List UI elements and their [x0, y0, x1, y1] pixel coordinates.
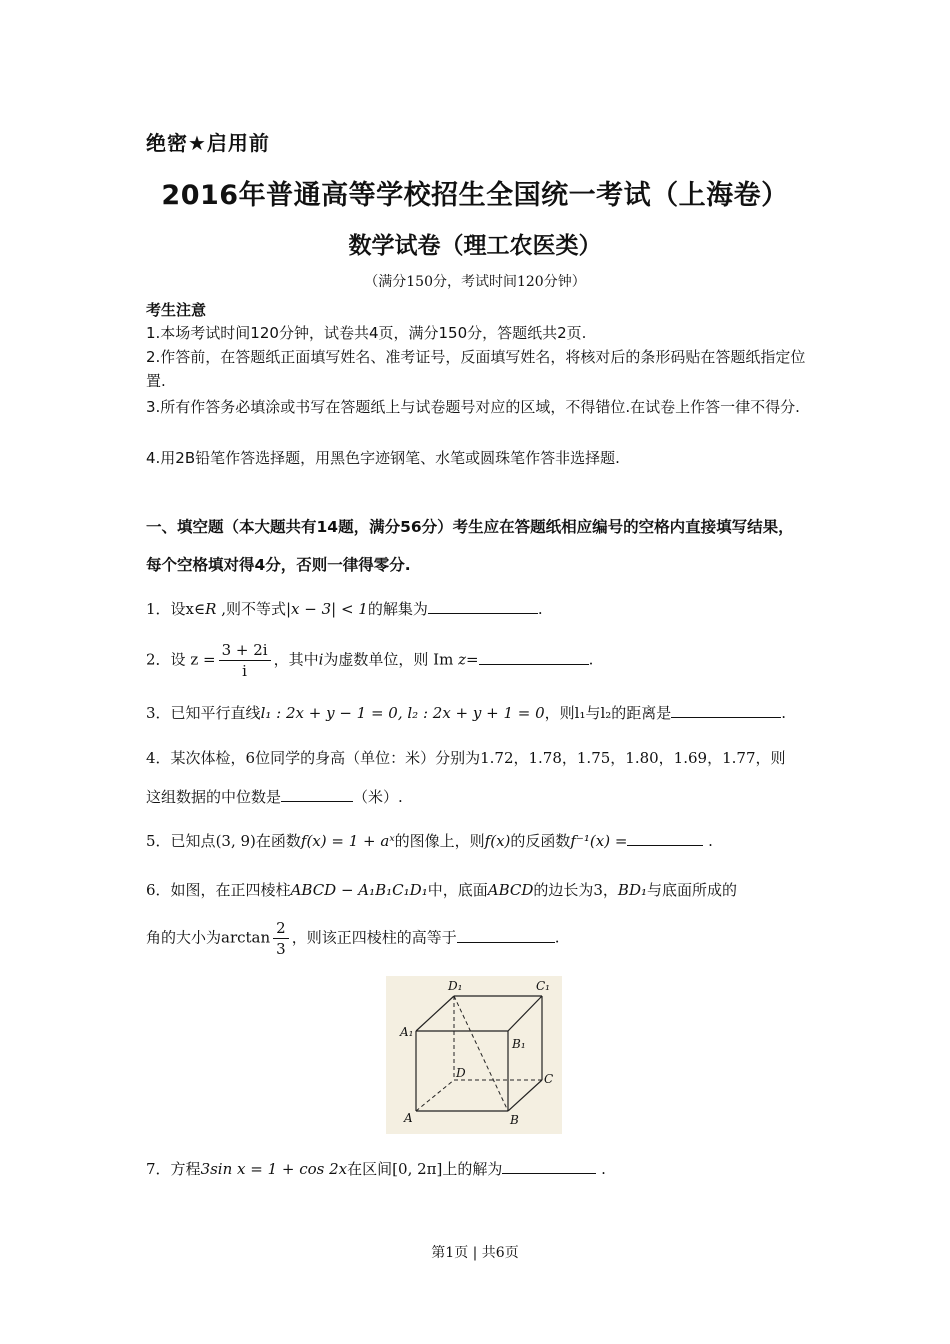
exam-title: 2016年普通高等学校招生全国统一考试（上海卷） [161, 180, 789, 211]
notice-item: 2.作答前，在答题纸正面填写姓名、准考证号，反面填写姓名，将核对后的条形码贴在答题纸指定位置. [146, 348, 806, 390]
vertex-label: B [510, 1113, 519, 1127]
vertex-label: D₁ [448, 979, 463, 993]
fraction: $\frac{3 + 2i}{i}$ [219, 640, 271, 681]
vertex-label: C₁ [536, 979, 550, 993]
vertex-label: A [404, 1111, 413, 1125]
exam-subtitle: 数学试卷（理工农医类） [348, 233, 602, 259]
vertex-label: A₁ [400, 1025, 414, 1039]
fraction: $\frac{2}{3}$ [273, 918, 289, 959]
exam-meta: （满分150分，考试时间120分钟） [364, 274, 586, 290]
edge [508, 1080, 542, 1111]
question-7: 7．方程3sin x = 1 + cos 2x在区间[0, 2π]上的解为 . [146, 1160, 606, 1178]
edge [416, 996, 454, 1031]
notice-item: 3.所有作答务必填涂或书写在答题纸上与试卷题号对应的区域，不得错位.在试卷上作答一律不得分. [146, 398, 800, 416]
question-3: 3．已知平行直线l₁ : 2x + y − 1 = 0, l₂ : 2x + y + 1 = 0，则l₁与l₂的距离是 . [146, 704, 787, 722]
answer-blank[interactable] [457, 928, 555, 943]
secret-label: 绝密★启用前 [146, 131, 270, 155]
answer-blank[interactable] [502, 1159, 596, 1174]
vertex-label: C [544, 1072, 554, 1086]
notice-item: 1.本场考试时间120分钟，试卷共4页，满分150分，答题纸共2页. [146, 324, 587, 342]
edge [508, 996, 542, 1031]
answer-blank[interactable] [627, 831, 703, 846]
question-1: 1．设x∈R ,则不等式|x − 3| < 1的解集为 . [146, 600, 543, 618]
notice-title: 考生注意 [146, 301, 207, 319]
question-4-line-2: 这组数据的中位数是 （米）. [146, 788, 403, 806]
prism-figure [386, 976, 562, 1134]
question-5: 5．已知点(3, 9)在函数f(x) = 1 + aˣ的图像上，则f(x)的反函数f⁻¹(x) = . [146, 832, 713, 850]
answer-blank[interactable] [479, 650, 589, 665]
answer-blank[interactable] [428, 599, 538, 614]
answer-blank[interactable] [671, 703, 781, 718]
question-2: 2．设 z = $\frac{3 + 2i}{i}$ ，其中i为虚数单位，则 Im z= . [146, 641, 594, 680]
page-footer: 第1页 | 共6页 [431, 1245, 519, 1261]
vertex-label: D [456, 1066, 466, 1080]
section-heading: 一、填空题（本大题共有14题，满分56分）考生应在答题纸相应编号的空格内直接填写结果，每个空格填对得4分，否则一律得零分. [146, 518, 794, 574]
notice-item: 4.用2B铅笔作答选择题，用黑色字迹钢笔、水笔或圆珠笔作答非选择题. [146, 449, 620, 467]
diagonal-bd1 [454, 996, 508, 1111]
vertex-label: B₁ [512, 1037, 526, 1051]
question-6: 6．如图，在正四棱柱ABCD − A₁B₁C₁D₁中，底面ABCD的边长为3，BD₁与底面所成的 [146, 881, 737, 899]
question-6-line-2: 角的大小为arctan $\frac{2}{3}$ ，则该正四棱柱的高等于 . [146, 919, 560, 958]
prism-diagram [386, 976, 562, 1134]
hidden-edge [416, 1080, 454, 1111]
question-4: 4．某次体检，6位同学的身高（单位：米）分别为1.72，1.78，1.75，1.80，1.69，1.77，则 [146, 749, 786, 767]
answer-blank[interactable] [281, 787, 353, 802]
